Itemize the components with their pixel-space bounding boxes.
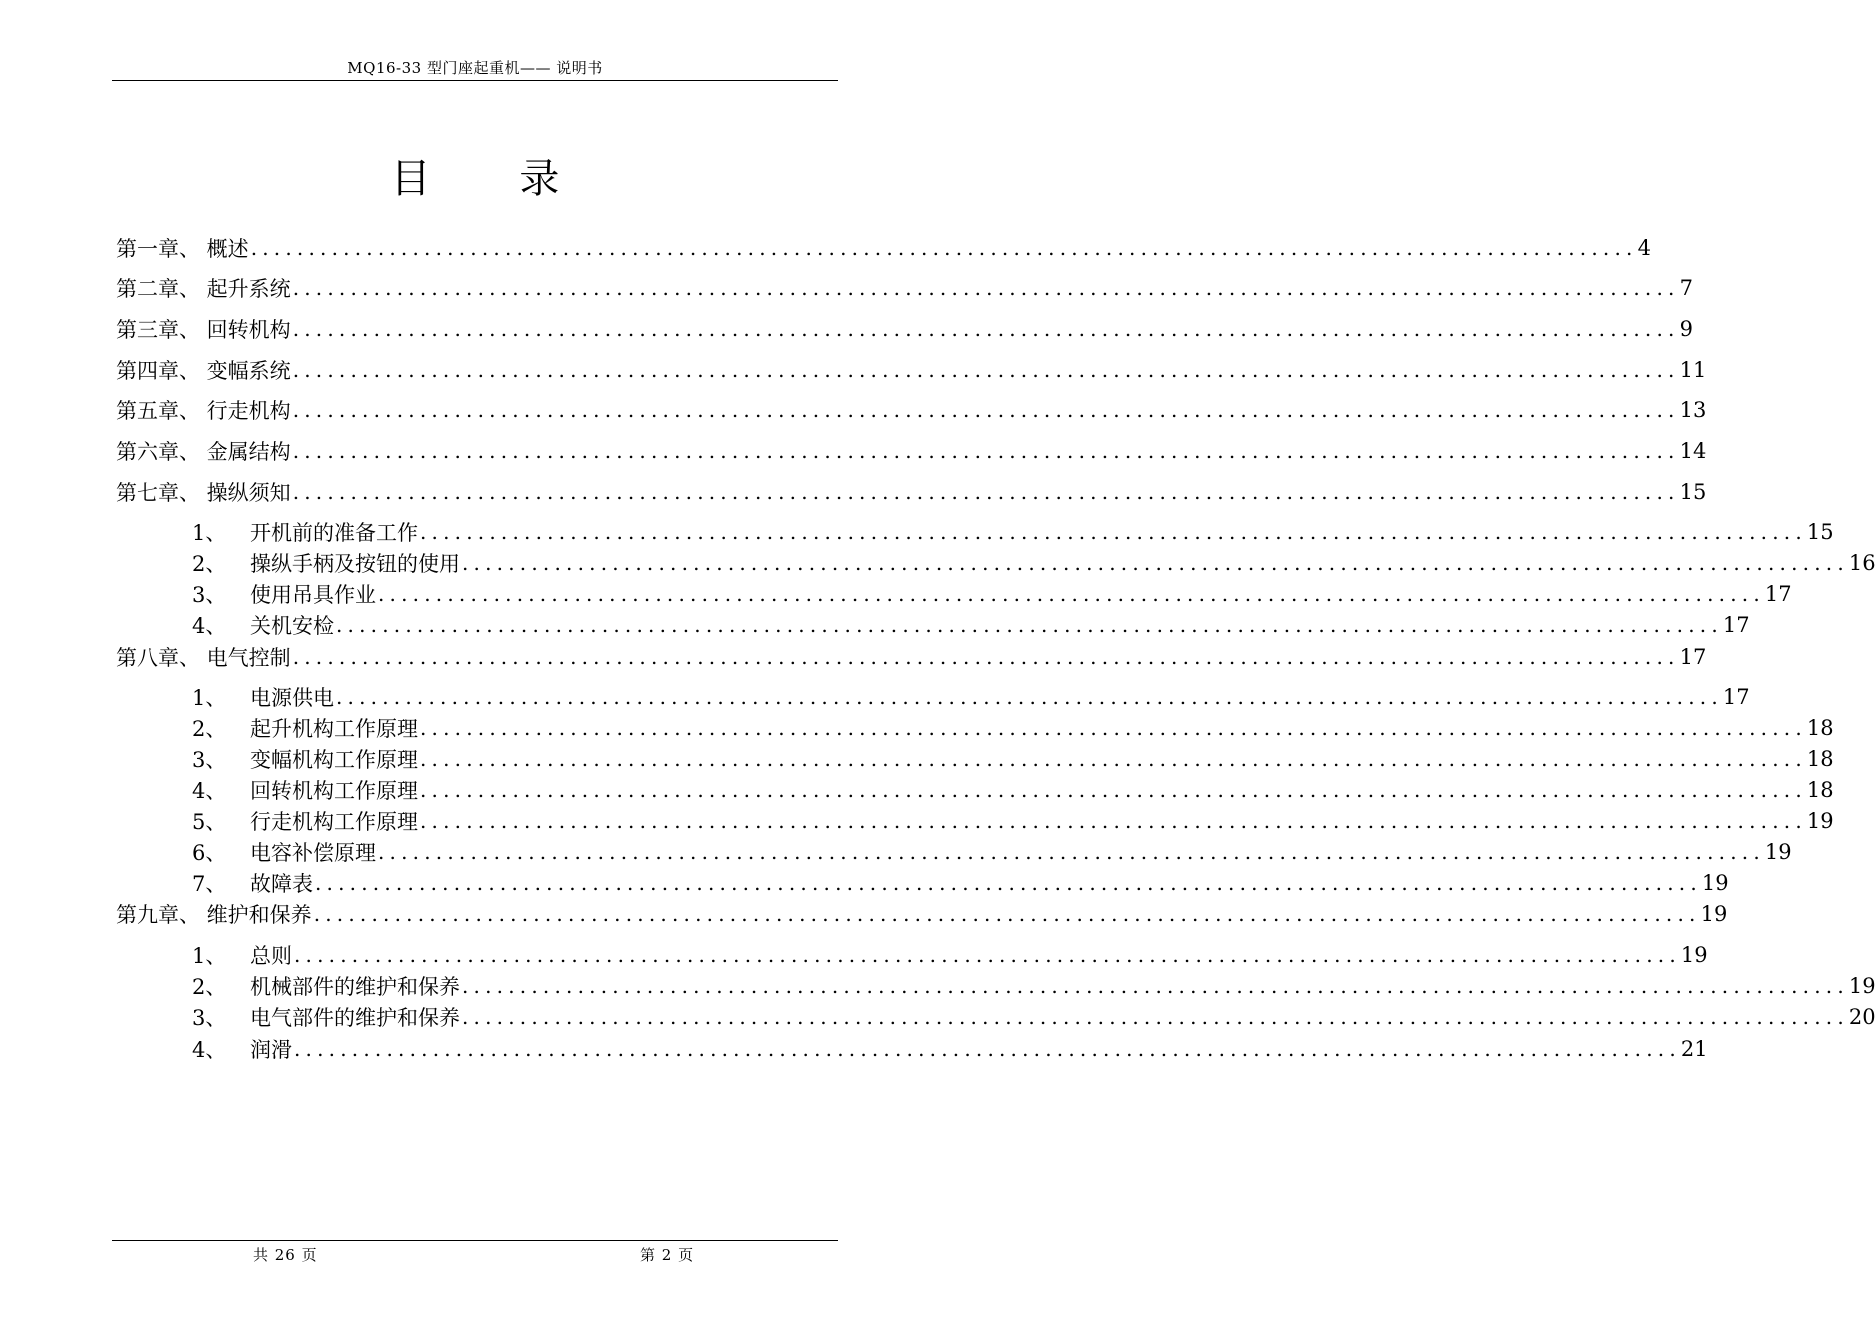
toc-entry-page: 9 [1679,317,1693,341]
toc-section-entry[interactable] [192,775,1834,805]
toc-chapter-entry[interactable] [116,436,1707,466]
toc-section-entry[interactable] [192,682,1750,712]
toc-entry-number: 1、 [192,686,227,710]
header-rule [112,80,838,81]
toc-entry-page: 19 [1680,943,1708,967]
footer-page-number: 第 2 页 [640,1246,695,1264]
toc-entry-page: 16 [1848,551,1876,575]
toc-entry-number: 2、 [192,717,227,741]
toc-section-entry[interactable] [192,610,1750,640]
toc-entry-page: 18 [1806,778,1834,802]
toc-entry-page: 19 [1764,840,1792,864]
toc-entry-label [116,642,291,672]
toc-dot-leader: ........................................................................................................................ [292,398,1680,422]
toc-dot-leader: ........................................................................................................................ [250,236,1638,260]
toc-entry-text: 第八章、 电气控制 [116,646,291,670]
toc-dot-leader: ........................................................................................................................ [294,943,1681,967]
toc-entry-text: 变幅机构工作原理 [250,748,418,772]
toc-entry-label [192,1002,460,1032]
toc-dot-leader: ........................................................................................................................ [462,974,1849,998]
toc-entry-label [192,971,460,1001]
footer-total-pages: 共 26 页 [253,1246,318,1264]
toc-section-entry[interactable] [192,517,1834,547]
toc-chapter-entry[interactable] [116,233,1651,263]
toc-dot-leader: ........................................................................................................................ [378,840,1765,864]
toc-entry-page: 13 [1679,398,1707,422]
toc-dot-leader: ........................................................................................................................ [292,358,1680,382]
toc-chapter-entry[interactable] [116,314,1693,344]
toc-entry-text: 机械部件的维护和保养 [250,975,460,999]
toc-entry-page: 20 [1848,1005,1876,1029]
toc-dot-leader: ........................................................................................................................ [336,613,1723,637]
toc-entry-text: 电气部件的维护和保养 [250,1006,460,1030]
toc-entry-text: 第二章、 起升系统 [116,277,291,301]
toc-dot-leader: ........................................................................................................................ [420,747,1807,771]
toc-entry-text: 第九章、 维护和保养 [116,903,312,927]
toc-dot-leader: ........................................................................................................................ [313,902,1701,926]
toc-entry-page: 19 [1848,974,1876,998]
toc-chapter-entry[interactable] [116,899,1728,929]
toc-entry-label [192,610,334,640]
toc-entry-label [116,395,291,425]
toc-dot-leader: ........................................................................................................................ [462,1005,1849,1029]
toc-entry-page: 15 [1806,520,1834,544]
toc-entry-label [116,477,291,507]
toc-entry-page: 14 [1679,439,1707,463]
toc-entry-number: 5、 [192,810,227,834]
toc-section-entry[interactable] [192,713,1834,743]
toc-entry-text: 电容补偿原理 [250,841,376,865]
toc-entry-text: 开机前的准备工作 [250,521,418,545]
toc-entry-number: 6、 [192,841,227,865]
toc-dot-leader: ........................................................................................................................ [292,276,1680,300]
toc-dot-leader: ........................................................................................................................ [378,582,1765,606]
toc-entry-number: 2、 [192,552,227,576]
toc-entry-number: 4、 [192,1038,227,1062]
toc-dot-leader: ........................................................................................................................ [315,871,1702,895]
toc-entry-label [116,314,291,344]
toc-entry-page: 21 [1680,1037,1708,1061]
toc-section-entry[interactable] [192,1034,1708,1064]
toc-entry-text: 操纵手柄及按钮的使用 [250,552,460,576]
toc-chapter-entry[interactable] [116,395,1707,425]
toc-entry-label [192,940,292,970]
toc-entry-label [192,1034,292,1064]
toc-entry-label [192,713,418,743]
toc-entry-number: 2、 [192,975,227,999]
toc-dot-leader: ........................................................................................................................ [292,439,1680,463]
toc-entry-page: 17 [1722,613,1750,637]
toc-chapter-entry[interactable] [116,273,1693,303]
toc-entry-label [192,579,376,609]
toc-dot-leader: ........................................................................................................................ [420,778,1807,802]
toc-entry-text: 电源供电 [250,686,334,710]
toc-section-entry[interactable] [192,868,1729,898]
toc-entry-number: 1、 [192,521,227,545]
toc-entry-text: 使用吊具作业 [250,583,376,607]
toc-entry-number: 3、 [192,583,227,607]
toc-entry-text: 总则 [250,944,292,968]
toc-section-entry[interactable] [192,971,1876,1001]
toc-dot-leader: ........................................................................................................................ [420,520,1807,544]
toc-entry-label [116,899,312,929]
toc-section-entry[interactable] [192,548,1876,578]
toc-entry-page: 17 [1679,645,1707,669]
toc-chapter-entry[interactable] [116,355,1707,385]
toc-section-entry[interactable] [192,806,1834,836]
toc-dot-leader: ........................................................................................................................ [292,317,1680,341]
toc-entry-page: 7 [1679,276,1693,300]
toc-entry-text: 润滑 [250,1038,292,1062]
toc-entry-page: 19 [1806,809,1834,833]
toc-entry-page: 18 [1806,747,1834,771]
toc-entry-number: 7、 [192,872,227,896]
toc-entry-text: 第四章、 变幅系统 [116,359,291,383]
toc-dot-leader: ........................................................................................................................ [294,1037,1681,1061]
toc-entry-label [192,806,418,836]
toc-entry-number: 3、 [192,1006,227,1030]
toc-chapter-entry[interactable] [116,477,1707,507]
toc-entry-text: 第六章、 金属结构 [116,440,291,464]
toc-entry-number: 4、 [192,779,227,803]
toc-entry-label [192,775,418,805]
toc-entry-label [116,273,291,303]
toc-entry-number: 4、 [192,614,227,638]
toc-entry-label [116,355,291,385]
toc-entry-page: 15 [1679,480,1707,504]
toc-entry-page: 19 [1700,902,1728,926]
toc-section-entry[interactable] [192,579,1792,609]
toc-entry-page: 18 [1806,716,1834,740]
toc-dot-leader: ........................................................................................................................ [336,685,1723,709]
toc-entry-page: 11 [1679,358,1707,382]
toc-entry-number: 1、 [192,944,227,968]
toc-dot-leader: ........................................................................................................................ [420,809,1807,833]
toc-entry-page: 4 [1637,236,1651,260]
toc-dot-leader: ........................................................................................................................ [420,716,1807,740]
toc-entry-label [192,837,376,867]
toc-entry-label [192,744,418,774]
toc-entry-text: 行走机构工作原理 [250,810,418,834]
toc-entry-label [192,517,418,547]
toc-entry-text: 第三章、 回转机构 [116,318,291,342]
toc-section-entry[interactable] [192,837,1792,867]
toc-entry-text: 回转机构工作原理 [250,779,418,803]
toc-entry-text: 关机安检 [250,614,334,638]
toc-entry-label [116,436,291,466]
footer-rule [112,1240,838,1241]
toc-entry-label [192,868,313,898]
toc-dot-leader: ........................................................................................................................ [292,480,1680,504]
toc-entry-text: 第一章、 概述 [116,237,249,261]
toc-entry-text: 第五章、 行走机构 [116,399,291,423]
toc-entry-page: 19 [1701,871,1729,895]
toc-entry-label [116,233,249,263]
toc-entry-number: 3、 [192,748,227,772]
toc-entry-text: 起升机构工作原理 [250,717,418,741]
page-title: 目 录 [390,156,598,202]
toc-section-entry[interactable] [192,940,1708,970]
toc-entry-text: 故障表 [250,872,313,896]
toc-dot-leader: ........................................................................................................................ [462,551,1849,575]
toc-entry-page: 17 [1764,582,1792,606]
toc-section-entry[interactable] [192,1002,1876,1032]
toc-chapter-entry[interactable] [116,642,1707,672]
toc-entry-label [192,548,460,578]
running-header: MQ16-33 型门座起重机—— 说明书 [347,59,603,77]
toc-section-entry[interactable] [192,744,1834,774]
toc-entry-text: 第七章、 操纵须知 [116,481,291,505]
toc-entry-label [192,682,334,712]
toc-dot-leader: ........................................................................................................................ [292,645,1680,669]
toc-entry-page: 17 [1722,685,1750,709]
